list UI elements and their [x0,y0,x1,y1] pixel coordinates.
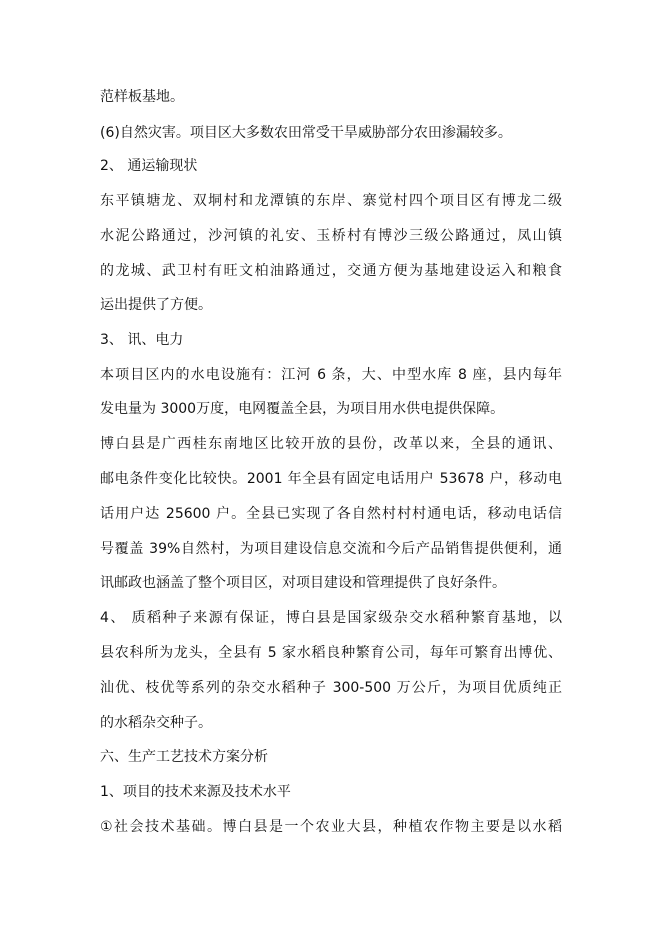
text-line: 水泥公路通过，沙河镇的礼安、玉桥村有博沙三级公路通过，凤山镇 [100,228,562,244]
text-line: 范样板基地。 [100,89,184,105]
text-line: 话用户达 25600 户。全县已实现了各自然村村村通电话，移动电话信 [100,506,562,522]
section-heading: 3、 讯、电力 [100,332,184,348]
text-line: 讯邮政也涵盖了整个项目区，对项目建设和管理提供了良好条件。 [100,575,506,591]
section-heading: 2、 通运输现状 [100,158,198,174]
text-line: ①社会技术基础。博白县是一个农业大县，种植农作物主要是以水稻 [100,819,562,835]
text-line: 运出提供了方便。 [100,297,212,313]
text-line: 邮电条件变化比较快。2001 年全县有固定电话用户 53678 户，移动电 [100,471,562,487]
text-line: (6)自然灾害。项目区大多数农田常受干旱威胁部分农田渗漏较多。 [100,125,512,141]
subsection-heading: 1、项目的技术来源及技术水平 [100,784,291,800]
text-line: 的水稻杂交种子。 [100,715,212,731]
chapter-heading: 六、生产工艺技术方案分析 [100,749,268,765]
text-line: 本项目区内的水电设施有：江河 6 条，大、中型水库 8 座，县内每年 [100,367,562,383]
text-line: 博白县是广西桂东南地区比较开放的县份，改革以来，全县的通讯、 [100,436,562,452]
text-line: 发电量为 3000万度，电网覆盖全县，为项目用水供电提供保障。 [100,401,505,417]
section-heading: 4、 质稻种子来源有保证，博白县是国家级杂交水稻种繁育基地，以 [100,610,562,626]
text-line: 汕优、枝优等系列的杂交水稻种子 300-500 万公斤，为项目优质纯正 [100,680,562,696]
text-line: 号覆盖 39%自然村，为项目建设信息交流和今后产品销售提供便利，通 [100,541,562,557]
text-line: 县农科所为龙头，全县有 5 家水稻良种繁育公司，每年可繁育出博优、 [100,645,562,661]
text-line: 的龙城、武卫村有旺文柏油路通过，交通方便为基地建设运入和粮食 [100,263,562,279]
text-line: 东平镇塘龙、双垌村和龙潭镇的东岸、寨觉村四个项目区有博龙二级 [100,193,562,209]
